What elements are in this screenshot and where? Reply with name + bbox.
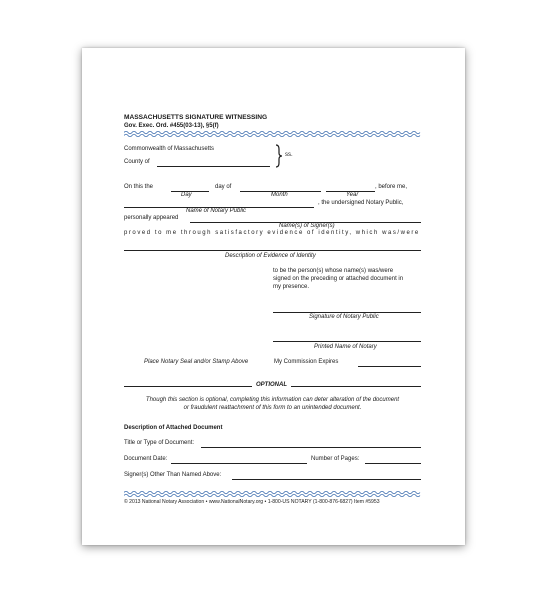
optional-note-line-2: or fraudulent reattachment of this form to an unintended document. <box>183 405 362 411</box>
title-or-type-label: Title or Type of Document: <box>124 440 195 446</box>
person-statement-line-1: to be the person(s) whose name(s) was/were <box>273 268 394 274</box>
other-signers-field[interactable] <box>232 479 421 480</box>
evidence-field[interactable] <box>124 250 421 251</box>
county-label: County of <box>124 159 150 165</box>
optional-note-line-1: Though this section is optional, completing this information can deter alteration of the document <box>145 397 400 403</box>
top-wave-border <box>124 131 421 137</box>
form-title: MASSACHUSETTS SIGNATURE WITNESSING <box>124 114 268 121</box>
commission-expires-label: My Commission Expires <box>274 359 339 365</box>
title-or-type-field[interactable] <box>201 447 421 448</box>
document-date-field[interactable] <box>171 463 307 464</box>
commonwealth-label: Commonwealth of Massachusetts <box>124 146 215 152</box>
brace-icon <box>275 144 283 168</box>
person-statement-line-3: my presence. <box>273 284 310 290</box>
optional-divider-left <box>124 386 252 387</box>
printed-name-caption: Printed Name of Notary <box>314 344 377 350</box>
notary-signature-field[interactable] <box>273 312 421 313</box>
day-caption: Day <box>181 192 192 198</box>
before-me-label: , before me, <box>375 184 408 190</box>
number-of-pages-label: Number of Pages: <box>311 456 360 462</box>
other-signers-label: Signer(s) Other Than Named Above: <box>124 472 222 478</box>
optional-heading: OPTIONAL <box>256 382 287 388</box>
day-of-label: day of <box>215 184 232 190</box>
signers-caption: Name(s) of Signer(s) <box>279 223 335 229</box>
personally-appeared-label: personally appeared <box>124 215 179 221</box>
undersigned-label: , the undersigned Notary Public, <box>318 200 404 206</box>
on-this-the-label: On this the <box>124 184 154 190</box>
form-subtitle: Gov. Exec. Ord. #455(03-13), §5(f) <box>124 123 219 129</box>
evidence-caption: Description of Evidence of Identity <box>225 253 316 259</box>
notary-name-caption: Name of Notary Public <box>186 208 247 214</box>
bottom-wave-border <box>124 491 421 497</box>
optional-divider-right <box>291 386 421 387</box>
document-date-label: Document Date: <box>124 456 168 462</box>
month-caption: Month <box>271 192 288 198</box>
attached-document-heading: Description of Attached Document <box>124 425 223 431</box>
commission-expires-field[interactable] <box>358 366 421 367</box>
person-statement-line-2: signed on the preceding or attached document in <box>273 276 404 282</box>
notary-form-page <box>82 48 465 545</box>
proved-statement: proved to me through satisfactory evidence of identity, which was/were <box>124 230 420 236</box>
printed-name-field[interactable] <box>273 341 421 342</box>
year-caption: Year <box>346 192 359 198</box>
seal-note: Place Notary Seal and/or Stamp Above <box>144 359 249 365</box>
ss-label: ss. <box>285 152 293 158</box>
signature-caption: Signature of Notary Public <box>309 314 379 320</box>
county-field[interactable] <box>157 166 270 167</box>
number-of-pages-field[interactable] <box>365 463 421 464</box>
footer-copyright: © 2013 National Notary Association • www.NationalNotary.org • 1-800-US NOTARY (1-800-876-6827) Item #5953 <box>124 499 380 505</box>
